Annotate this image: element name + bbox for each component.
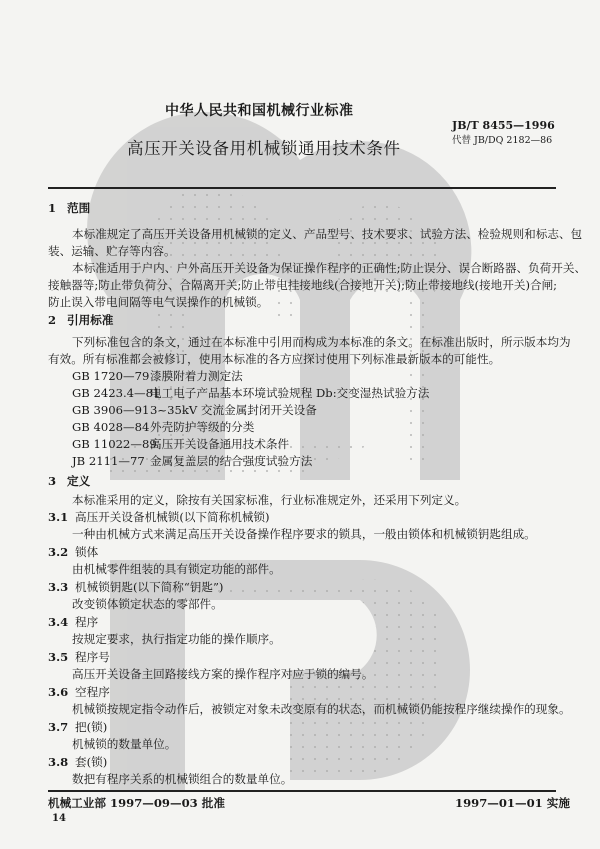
definition-number: 3.1 — [48, 510, 69, 524]
reference-code: GB 3906—91 — [72, 403, 150, 417]
definition-number: 3.2 — [48, 545, 69, 559]
page-number: 14 — [52, 813, 66, 824]
footer-divider — [48, 790, 556, 792]
reference-title: 外壳防护等级的分类 — [150, 420, 255, 434]
definition-number: 3.5 — [48, 650, 69, 664]
header-divider — [48, 187, 556, 189]
section-1-heading: 范围 — [67, 201, 91, 215]
definition-text: 一种由机械方式来满足高压开关设备操作程序要求的锁具，一般由锁体和机械锁钥匙组成。 — [72, 527, 536, 541]
definition-number: 3.6 — [48, 685, 69, 699]
reference-code: GB 11022—89 — [72, 437, 157, 451]
definition-term: 机械锁钥匙(以下简称“钥匙”) — [75, 580, 224, 594]
definition-number: 3.3 — [48, 580, 69, 594]
paragraph-line: 本标准采用的定义，除按有关国家标准，行业标准规定外，还采用下列定义。 — [72, 493, 467, 507]
definition-term: 程序 — [75, 615, 99, 629]
definition-text: 机械锁按规定指令动作后，被锁定对象未改变原有的状态，而机械锁仍能按程序继续操作的现象。 — [72, 702, 571, 716]
definition-text: 按规定要求，执行指定功能的操作顺序。 — [72, 632, 281, 646]
document-title: 高压开关设备用机械锁通用技术条件 — [127, 139, 401, 158]
section-2-number: 2 — [48, 313, 57, 327]
section-2-heading: 引用标准 — [67, 313, 114, 327]
section-1-number: 1 — [48, 201, 57, 215]
paragraph-line: 有效。所有标准都会被修订，使用本标准的各方应探讨使用下列标准最新版本的可能性。 — [48, 352, 501, 366]
definition-term: 空程序 — [75, 685, 110, 699]
paragraph-line: 接触器等;防止带负荷分、合隔离开关;防止带电挂接地线(合接地开关);防止带接地线(接地开关)合闸; — [48, 278, 558, 292]
paragraph-line: 防止误入带电间隔等电气误操作的机械锁。 — [48, 295, 269, 309]
reference-title: 高压开关设备通用技术条件 — [150, 437, 290, 451]
approval-date: 机械工业部 1997—09—03 批准 — [48, 796, 225, 810]
definition-term: 高压开关设备机械锁(以下简称机械锁) — [75, 510, 270, 524]
definition-term: 把(锁) — [75, 720, 108, 734]
definition-term: 程序号 — [75, 650, 110, 664]
definition-term: 套(锁) — [75, 755, 108, 769]
paragraph-line: 下列标准包含的条文，通过在本标准中引用而构成为本标准的条文。在标准出版时，所示版本均为 — [72, 335, 571, 349]
section-3-heading: 定义 — [67, 474, 91, 488]
definition-text: 改变锁体锁定状态的零部件。 — [72, 597, 223, 611]
replaces-note: 代替 JB/DQ 2182—86 — [452, 135, 553, 146]
reference-title: 漆膜附着力测定法 — [150, 369, 243, 383]
definition-text: 由机械零件组装的具有锁定功能的部件。 — [72, 562, 281, 576]
standard-number: JB/T 8455—1996 — [452, 119, 555, 132]
paragraph-line: 装、运输、贮存等内容。 — [48, 244, 176, 258]
reference-code: GB 1720—79 — [72, 369, 150, 383]
reference-title: 金属复盖层的结合强度试验方法 — [150, 454, 313, 468]
reference-code: GB 2423.4—81 — [72, 386, 161, 400]
definition-number: 3.8 — [48, 755, 69, 769]
paragraph-line: 本标准适用于户内、户外高压开关设备为保证操作程序的正确性;防止误分、误合断路器、负荷开关、 — [72, 261, 587, 275]
section-3-number: 3 — [48, 474, 57, 488]
definition-text: 机械锁的数量单位。 — [72, 737, 177, 751]
reference-code: GB 4028—84 — [72, 420, 150, 434]
effective-date: 1997—01—01 实施 — [455, 796, 570, 810]
paragraph-line: 本标准规定了高压开关设备用机械锁的定义、产品型号、技术要求、试验方法、检验规则和标志、包 — [72, 227, 583, 241]
definition-text: 高压开关设备主回路接线方案的操作程序对应于锁的编号。 — [72, 667, 374, 681]
issuer-heading: 中华人民共和国机械行业标准 — [165, 103, 354, 119]
reference-code: JB 2111—77 — [72, 454, 145, 468]
reference-title: 3~35kV 交流金属封闭开关设备 — [150, 403, 317, 417]
definition-text: 数把有程序关系的机械锁组合的数量单位。 — [72, 772, 293, 786]
definition-number: 3.4 — [48, 615, 69, 629]
reference-title: 电工电子产品基本环境试验规程 Db:交变湿热试验方法 — [150, 386, 430, 400]
definition-term: 锁体 — [75, 545, 99, 559]
definition-number: 3.7 — [48, 720, 69, 734]
